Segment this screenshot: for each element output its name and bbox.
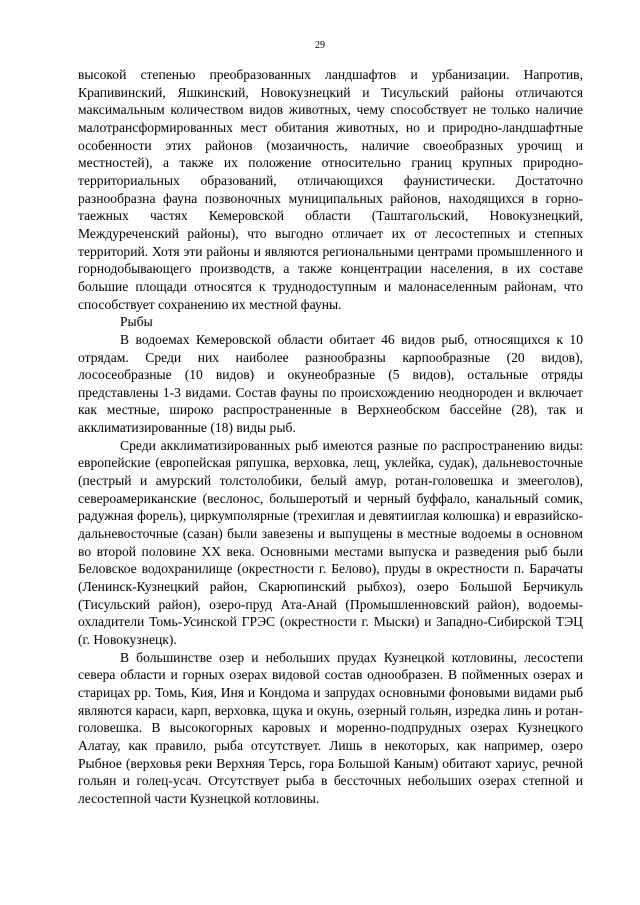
section-heading-fish: Рыбы xyxy=(120,314,153,330)
paragraph-acclimatized-fish: Среди акклиматизированных рыб имеются разные по распространению виды: европейские (европейская ряпушка, верховка, лещ, уклейка, судак), дальневосточные (пестрый и амурский толстолобики, белый амур, ротан-головешка и змееголов), североамериканские (веслонос, большеротый и черный буффало, канальный сомик, радужная форель), циркумполярные (трехиглая и девятииглая колюшка) и евразийско-дальневосточные (сазан) были завезены и выпущены в местные водоемы в основном во второй половине XX века. Основными местами выпуска и разведения рыб были Беловское водохранилище (окрестности г. Белово), пруды в окрестности п. Барачаты (Ленинск-Кузнецкий район, Скарюпинский рыбхоз), озеро Большой Берчикуль (Тисульский район), озеро-пруд Ата-Анай (Промышленновский район), водоемы-охладители Томь-Усинской ГРЭС (окрестности г. Мыски) и Западно-Сибирской ТЭЦ (г. Новокузнецк). xyxy=(78,437,583,647)
paragraph-fish-species-count: В водоемах Кемеровской области обитает 46 видов рыб, относящихся к 10 отрядам. Среди них наиболее разнообразны карпообразные (20 видов), лососеобразные (10 видов) и окунеобразные (5 видов), остальные отряды представлены 1-3 видами. Состав фауны по происхождению неоднороден и включает как местные, широко распространенные в Верхнеобском бассейне (28), так и акклиматизированные (18) виды рыб. xyxy=(78,331,583,436)
paragraph-lakes-and-ponds: В большинстве озер и небольших прудах Кузнецкой котловины, лесостепи севера области и горных озерах видовой состав однообразен. В пойменных озерах и старицах рр. Томь, Кия, Иня и Кондома и запрудах основными фоновыми видами рыб являются караси, карп, верховка, щука и окунь, озерный гольян, изредка линь и ротан-головешка. В высокогорных каровых и моренно-подпрудных озерах Кузнецкого Алатау, как правило, рыба отсутствует. Лишь в некоторых, как например, озеро Рыбное (верховья реки Верхняя Терсь, гора Большой Каным) обитают хариус, речной гольян и голец-усач. Отсутствует рыба в бессточных небольших озерах степной и лесостепной части Кузнецкой котловины. xyxy=(78,649,583,806)
paragraph-intro-continued: высокой степенью преобразованных ландшафтов и урбанизации. Напротив, Крапивинский, Яшкинский, Новокузнецкий и Тисульский районы отличаются максимальным количеством видов животных, чему способствует не только наличие малотрансформированных мест обитания животных, но и природно-ландшафтные особенности этих районов (мозаичность, наличие своеобразных урочищ и местностей), а также их положение относительно границ крупных природно-территориальных образований, отличающихся фаунистически. Достаточно разнообразна фауна позвоночных муниципальных районов, находящихся в горно-таежных частях Кемеровской области (Таштагольский, Новокузнецкий, Междуреченский районы), что выгодно отличает их от лесостепных и степных территорий. Хотя эти районы и являются региональными центрами промышленного и горнодобывающего производств, а также концентрации населения, в их составе большие площади относятся к труднодоступным и малонаселенным районам, что способствует сохранению их местной фауны. xyxy=(78,67,583,312)
page-body xyxy=(78,66,583,808)
page-number: 29 xyxy=(315,40,325,51)
